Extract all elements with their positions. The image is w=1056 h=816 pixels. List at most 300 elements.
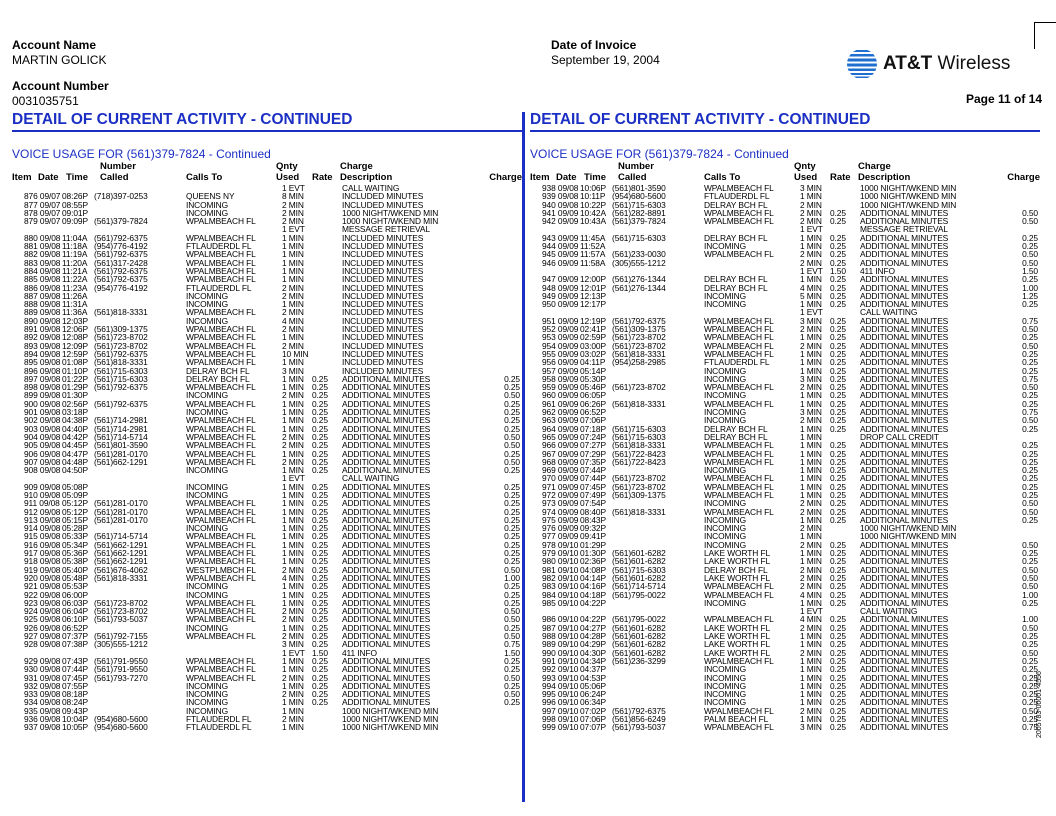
item-date: 991 09/10 bbox=[542, 655, 579, 666]
quantity-used: 2 MIN bbox=[800, 498, 822, 509]
call-time: 05:14P bbox=[580, 365, 606, 376]
item-date: 957 09/09 bbox=[542, 365, 579, 376]
number-called: (561)715-6303 bbox=[612, 199, 666, 210]
calls-to: WPALMBEACH FL bbox=[186, 274, 256, 285]
quantity-used: 1 MIN bbox=[800, 639, 822, 650]
item-date: 890 09/08 bbox=[24, 315, 61, 326]
table-row bbox=[530, 566, 1040, 574]
calls-to: WPALMBEACH FL bbox=[186, 539, 256, 550]
item-date: 971 09/09 bbox=[542, 481, 579, 492]
item-date: 915 09/08 bbox=[24, 531, 61, 542]
charge: 0.25 bbox=[1022, 357, 1038, 368]
corner-mark bbox=[1034, 22, 1056, 49]
table-row bbox=[530, 308, 1040, 316]
item-date: 943 09/09 bbox=[542, 232, 579, 243]
item-date: 897 09/08 bbox=[24, 373, 61, 384]
table-row bbox=[530, 574, 1040, 582]
calls-to: WPALMBEACH FL bbox=[186, 216, 256, 227]
table-row bbox=[12, 682, 522, 690]
call-time: 03:00P bbox=[580, 340, 606, 351]
quantity-used: 1 MIN bbox=[282, 622, 304, 633]
number-called: (561)723-8702 bbox=[612, 340, 666, 351]
calls-to: INCOMING bbox=[704, 689, 747, 700]
table-row bbox=[530, 292, 1040, 300]
quantity-used: 1 EVT bbox=[282, 224, 305, 235]
description: ADDITIONAL MINUTES bbox=[860, 614, 949, 625]
table-row bbox=[530, 499, 1040, 507]
quantity-used: 1 MIN bbox=[282, 539, 304, 550]
item-date: 883 09/08 bbox=[24, 257, 61, 268]
number-called: (561)801-3590 bbox=[612, 183, 666, 193]
number-called: (561)715-6303 bbox=[94, 373, 148, 384]
charge: 0.25 bbox=[1022, 448, 1038, 459]
description: ADDITIONAL MINUTES bbox=[860, 382, 949, 393]
quantity-used: 1 MIN bbox=[800, 689, 822, 700]
calls-to: WPALMBEACH FL bbox=[186, 506, 256, 517]
table-row bbox=[530, 707, 1040, 715]
calls-to: WPALMBEACH FL bbox=[704, 332, 774, 343]
number-called: (561)723-8702 bbox=[612, 473, 666, 484]
item-date: 978 09/10 bbox=[542, 539, 579, 550]
description: 1000 NIGHT/WKEND MIN bbox=[342, 714, 439, 724]
number-called: (561)233-0030 bbox=[612, 249, 666, 260]
charge: 0.25 bbox=[1022, 241, 1038, 252]
item-date: 999 09/10 bbox=[542, 722, 579, 733]
quantity-used: 2 MIN bbox=[282, 282, 304, 293]
rate: 0.25 bbox=[312, 581, 328, 592]
item-date: 935 09/08 bbox=[24, 705, 61, 716]
rate: 0.25 bbox=[830, 299, 846, 310]
account-name: MARTIN GOLICK bbox=[12, 53, 107, 67]
rate: 0.25 bbox=[312, 415, 328, 426]
header-charge: Charge bbox=[489, 172, 522, 183]
call-time: 04:18P bbox=[580, 589, 606, 600]
call-time: 12:17P bbox=[580, 299, 606, 310]
header-description: Description bbox=[340, 172, 393, 183]
item-date: 974 09/09 bbox=[542, 506, 579, 517]
rate: 0.25 bbox=[830, 514, 846, 525]
item-date: 944 09/09 bbox=[542, 241, 579, 252]
number-called: (561)795-0022 bbox=[612, 614, 666, 625]
calls-to: WPALMBEACH FL bbox=[186, 548, 256, 559]
item-date: 962 09/09 bbox=[542, 407, 579, 418]
rate: 0.25 bbox=[830, 440, 846, 451]
rate: 0.25 bbox=[312, 572, 328, 583]
quantity-used: 1 MIN bbox=[282, 597, 304, 608]
call-time: 01:29P bbox=[62, 382, 88, 393]
number-called: (561)715-6303 bbox=[612, 423, 666, 434]
charge: 0.25 bbox=[504, 680, 520, 691]
number-called: (305)555-1212 bbox=[94, 639, 148, 650]
call-time: 06:52P bbox=[580, 407, 606, 418]
item-date: 876 09/07 bbox=[24, 191, 61, 202]
charge: 0.50 bbox=[504, 672, 520, 683]
call-time: 07:29P bbox=[580, 448, 606, 459]
rate: 0.25 bbox=[312, 382, 328, 393]
item-date: 966 09/09 bbox=[542, 440, 579, 451]
calls-to: WPALMBEACH FL bbox=[704, 456, 774, 467]
quantity-used: 1 MIN bbox=[800, 398, 822, 409]
call-time: 07:24P bbox=[580, 431, 606, 442]
description: INCLUDED MINUTES bbox=[342, 274, 424, 285]
header-time: Time bbox=[584, 172, 607, 183]
table-row bbox=[12, 483, 522, 491]
call-time: 08:26P bbox=[62, 191, 88, 202]
call-time: 07:45P bbox=[62, 672, 88, 683]
rate: 0.25 bbox=[312, 672, 328, 683]
item-date: 941 09/09 bbox=[542, 207, 579, 218]
quantity-used: 1 MIN bbox=[282, 274, 304, 285]
number-called: (561)723-8702 bbox=[94, 606, 148, 617]
description: INCLUDED MINUTES bbox=[342, 332, 424, 343]
table-row bbox=[530, 508, 1040, 516]
number-called: (561)281-0170 bbox=[94, 514, 148, 525]
rate: 0.25 bbox=[312, 431, 328, 442]
table-row bbox=[12, 308, 522, 316]
rate: 0.25 bbox=[312, 523, 328, 534]
calls-to: WPALMBEACH FL bbox=[186, 348, 256, 359]
table-row bbox=[12, 591, 522, 599]
call-time: 10:22P bbox=[580, 199, 606, 210]
rate: 0.25 bbox=[312, 481, 328, 492]
description: ADDITIONAL MINUTES bbox=[342, 415, 431, 426]
table-row bbox=[12, 184, 522, 192]
quantity-used: 1 EVT bbox=[282, 183, 305, 193]
item-date: 916 09/08 bbox=[24, 539, 61, 550]
table-row bbox=[530, 541, 1040, 549]
call-time: 05:36P bbox=[62, 548, 88, 559]
charge: 0.50 bbox=[504, 614, 520, 625]
calls-to: WPALMBEACH FL bbox=[704, 506, 774, 517]
item-date: 995 09/10 bbox=[542, 689, 579, 700]
item-date: 881 09/08 bbox=[24, 241, 61, 252]
call-time: 07:44P bbox=[62, 664, 88, 675]
rate: 0.25 bbox=[830, 290, 846, 301]
rate: 0.25 bbox=[830, 597, 846, 608]
item-date: 980 09/10 bbox=[542, 556, 579, 567]
table-row bbox=[12, 333, 522, 341]
call-time: 04:47P bbox=[62, 448, 88, 459]
item-date: 920 09/08 bbox=[24, 572, 61, 583]
calls-to: FTLAUDERDL FL bbox=[186, 714, 252, 724]
item-date: 906 09/08 bbox=[24, 448, 61, 459]
header-qnty: Qnty bbox=[276, 161, 298, 172]
rate: 0.25 bbox=[830, 655, 846, 666]
rate: 0.25 bbox=[312, 514, 328, 525]
charge: 0.50 bbox=[1022, 498, 1038, 509]
call-time: 07:44P bbox=[580, 473, 606, 484]
number-called: (561)662-1291 bbox=[94, 456, 148, 467]
call-time: 05:40P bbox=[62, 564, 88, 575]
table-row bbox=[530, 549, 1040, 557]
description: INCLUDED MINUTES bbox=[342, 348, 424, 359]
quantity-used: 1 MIN bbox=[800, 274, 822, 285]
item-date: 979 09/10 bbox=[542, 548, 579, 559]
charge: 0.75 bbox=[1022, 407, 1038, 418]
description: ADDITIONAL MINUTES bbox=[342, 581, 431, 592]
number-called: (561)236-3299 bbox=[612, 655, 666, 666]
number-called: (561)601-6282 bbox=[612, 548, 666, 559]
item-date: 949 09/09 bbox=[542, 290, 579, 301]
voice-usage-title: VOICE USAGE FOR (561)379-7824 - Continued bbox=[12, 147, 271, 161]
table-row bbox=[530, 367, 1040, 375]
table-row bbox=[12, 715, 522, 723]
quantity-used: 1 MIN bbox=[282, 506, 304, 517]
call-time: 05:30P bbox=[580, 373, 606, 384]
table-row bbox=[12, 242, 522, 250]
quantity-used: 1 MIN bbox=[800, 241, 822, 252]
quantity-used: 1 MIN bbox=[800, 232, 822, 243]
calls-to: LAKE WORTH FL bbox=[704, 639, 771, 650]
call-time: 11:19A bbox=[62, 249, 88, 260]
number-called: (561)792-6375 bbox=[94, 232, 148, 243]
quantity-used: 3 MIN bbox=[800, 373, 822, 384]
calls-to: FTLAUDERDL FL bbox=[186, 282, 252, 293]
charge: 1.50 bbox=[504, 647, 520, 658]
item-date: 900 09/08 bbox=[24, 398, 61, 409]
description: 411 INFO bbox=[860, 265, 895, 276]
charge: 0.25 bbox=[1022, 348, 1038, 359]
description: ADDITIONAL MINUTES bbox=[342, 564, 431, 575]
item-date: 956 09/09 bbox=[542, 357, 579, 368]
header-number: Number bbox=[100, 161, 136, 172]
table-row bbox=[530, 192, 1040, 200]
table-row bbox=[12, 383, 522, 391]
item-date: 919 09/08 bbox=[24, 564, 61, 575]
calls-to: INCOMING bbox=[186, 390, 229, 401]
description: ADDITIONAL MINUTES bbox=[342, 655, 431, 666]
table-row bbox=[12, 209, 522, 217]
table-row bbox=[12, 674, 522, 682]
table-row bbox=[12, 566, 522, 574]
description: ADDITIONAL MINUTES bbox=[860, 581, 949, 592]
call-time: 07:38P bbox=[62, 639, 88, 650]
call-detail-rows-right bbox=[530, 184, 1040, 732]
calls-to: WPALMBEACH FL bbox=[704, 473, 774, 484]
item-date: 908 09/08 bbox=[24, 465, 61, 476]
item-date: 904 09/08 bbox=[24, 431, 61, 442]
description: ADDITIONAL MINUTES bbox=[860, 299, 949, 310]
call-time: 04:14P bbox=[580, 572, 606, 583]
table-row bbox=[12, 433, 522, 441]
description: ADDITIONAL MINUTES bbox=[342, 506, 431, 517]
item-date: 914 09/08 bbox=[24, 523, 61, 534]
calls-to: WPALMBEACH FL bbox=[186, 257, 256, 268]
quantity-used: 1 MIN bbox=[282, 357, 304, 368]
table-row bbox=[530, 234, 1040, 242]
calls-to: WPALMBEACH FL bbox=[704, 340, 774, 351]
table-row bbox=[530, 466, 1040, 474]
quantity-used: 1 MIN bbox=[282, 249, 304, 260]
calls-to: WPALMBEACH FL bbox=[186, 440, 256, 451]
description: ADDITIONAL MINUTES bbox=[342, 606, 431, 617]
charge: 0.50 bbox=[504, 456, 520, 467]
call-time: 12:08P bbox=[62, 332, 88, 343]
item-date: 998 09/10 bbox=[542, 714, 579, 724]
call-time: 07:27P bbox=[580, 440, 606, 451]
number-called: (561)792-7155 bbox=[94, 631, 148, 642]
description: ADDITIONAL MINUTES bbox=[342, 689, 431, 700]
call-time: 05:12P bbox=[62, 498, 88, 509]
calls-to: WPALMBEACH FL bbox=[186, 357, 256, 368]
charge: 1.00 bbox=[1022, 589, 1038, 600]
description: ADDITIONAL MINUTES bbox=[342, 498, 431, 509]
item-date: 896 09/08 bbox=[24, 365, 61, 376]
table-row bbox=[530, 375, 1040, 383]
table-row bbox=[530, 217, 1040, 225]
number-called: (561)601-6282 bbox=[612, 647, 666, 658]
table-row bbox=[12, 707, 522, 715]
call-time: 07:49P bbox=[580, 489, 606, 500]
call-time: 07:44P bbox=[580, 465, 606, 476]
table-row bbox=[12, 408, 522, 416]
table-row bbox=[530, 532, 1040, 540]
description: ADDITIONAL MINUTES bbox=[860, 398, 949, 409]
charge: 1.50 bbox=[1022, 265, 1038, 276]
call-time: 10:42A bbox=[580, 207, 606, 218]
charge: 0.25 bbox=[504, 581, 520, 592]
charge: 0.50 bbox=[504, 606, 520, 617]
call-time: 09:41P bbox=[580, 531, 606, 542]
quantity-used: 2 MIN bbox=[800, 523, 822, 534]
quantity-used: 3 MIN bbox=[800, 407, 822, 418]
quantity-used: 1 MIN bbox=[800, 531, 822, 542]
rate: 0.25 bbox=[312, 639, 328, 650]
description: ADDITIONAL MINUTES bbox=[860, 498, 949, 509]
calls-to: LAKE WORTH FL bbox=[704, 647, 771, 658]
table-row bbox=[530, 383, 1040, 391]
item-date: 922 09/08 bbox=[24, 589, 61, 600]
item-date: 992 09/10 bbox=[542, 664, 579, 675]
table-row bbox=[530, 632, 1040, 640]
description: ADDITIONAL MINUTES bbox=[860, 622, 949, 633]
rate: 0.25 bbox=[830, 622, 846, 633]
calls-to: FTLAUDERDL FL bbox=[186, 722, 252, 733]
item-date: 929 09/08 bbox=[24, 655, 61, 666]
number-called: (954)776-4192 bbox=[94, 282, 148, 293]
rate: 0.25 bbox=[830, 680, 846, 691]
header-date: Date bbox=[38, 172, 59, 183]
description: ADDITIONAL MINUTES bbox=[860, 415, 949, 426]
rate: 0.25 bbox=[830, 249, 846, 260]
call-time: 03:18P bbox=[62, 407, 88, 418]
rate: 0.25 bbox=[312, 655, 328, 666]
number-called: (954)776-4192 bbox=[94, 241, 148, 252]
quantity-used: 1 MIN bbox=[282, 382, 304, 393]
call-time: 05:08P bbox=[62, 481, 88, 492]
call-time: 09:09P bbox=[62, 216, 88, 227]
table-row bbox=[12, 259, 522, 267]
item-date: 964 09/09 bbox=[542, 423, 579, 434]
charge: 0.50 bbox=[1022, 340, 1038, 351]
calls-to: WPALMBEACH FL bbox=[186, 232, 256, 243]
item-date: 911 09/08 bbox=[24, 498, 60, 509]
call-time: 09:01P bbox=[62, 207, 88, 218]
description: INCLUDED MINUTES bbox=[342, 282, 424, 293]
calls-to: DELRAY BCH FL bbox=[704, 564, 768, 575]
number-called: (561)856-6249 bbox=[612, 714, 666, 724]
table-row bbox=[530, 333, 1040, 341]
quantity-used: 2 MIN bbox=[800, 415, 822, 426]
quantity-used: 3 MIN bbox=[800, 183, 822, 193]
invoice-date: September 19, 2004 bbox=[551, 53, 660, 67]
call-time: 02:36P bbox=[580, 556, 606, 567]
quantity-used: 1 MIN bbox=[800, 697, 822, 708]
description: ADDITIONAL MINUTES bbox=[342, 465, 431, 476]
description: ADDITIONAL MINUTES bbox=[342, 407, 431, 418]
table-row bbox=[12, 474, 522, 482]
rate: 0.25 bbox=[830, 216, 846, 227]
quantity-used: 2 MIN bbox=[282, 431, 304, 442]
number-called: (561)281-0170 bbox=[94, 498, 148, 509]
rate: 0.25 bbox=[312, 614, 328, 625]
table-row bbox=[12, 425, 522, 433]
description: ADDITIONAL MINUTES bbox=[860, 456, 949, 467]
quantity-used: 1 MIN bbox=[800, 456, 822, 467]
charge: 0.25 bbox=[1022, 548, 1038, 559]
quantity-used: 1 MIN bbox=[800, 390, 822, 401]
item-date: 958 09/09 bbox=[542, 373, 579, 384]
quantity-used: 1 MIN bbox=[282, 448, 304, 459]
number-called: (561)792-6375 bbox=[94, 274, 148, 285]
call-time: 12:03P bbox=[62, 315, 88, 326]
call-time: 01:29P bbox=[580, 539, 606, 550]
description: ADDITIONAL MINUTES bbox=[860, 589, 949, 600]
rate: 0.25 bbox=[830, 456, 846, 467]
call-time: 10:05P bbox=[62, 722, 88, 733]
item-date: 880 09/08 bbox=[24, 232, 61, 243]
call-time: 11:36A bbox=[62, 307, 88, 318]
item-date: 953 09/09 bbox=[542, 332, 579, 343]
charge: 0.50 bbox=[504, 390, 520, 401]
description: ADDITIONAL MINUTES bbox=[342, 672, 431, 683]
call-time: 04:53P bbox=[580, 672, 606, 683]
table-row bbox=[12, 400, 522, 408]
section-title: DETAIL OF CURRENT ACTIVITY - CONTINUED bbox=[12, 110, 522, 132]
call-time: 04:48P bbox=[62, 456, 88, 467]
number-called: (561)792-6375 bbox=[94, 398, 148, 409]
number-called: (561)309-1375 bbox=[612, 489, 666, 500]
header-used: Used bbox=[794, 172, 818, 183]
charge: 0.25 bbox=[504, 556, 520, 567]
item-date: 948 09/09 bbox=[542, 282, 579, 293]
description: ADDITIONAL MINUTES bbox=[860, 697, 949, 708]
item-date: 996 09/10 bbox=[542, 697, 579, 708]
number-called: (561)792-6375 bbox=[612, 315, 666, 326]
charge: 0.25 bbox=[504, 407, 520, 418]
item-date: 886 09/08 bbox=[24, 282, 61, 293]
charge: 0.25 bbox=[1022, 274, 1038, 285]
quantity-used: 1 MIN bbox=[282, 332, 304, 343]
quantity-used: 1 MIN bbox=[282, 265, 304, 276]
table-row bbox=[12, 458, 522, 466]
description: ADDITIONAL MINUTES bbox=[342, 456, 431, 467]
quantity-used: 2 MIN bbox=[282, 207, 304, 218]
call-time: 05:28P bbox=[62, 523, 88, 534]
table-row bbox=[12, 549, 522, 557]
number-called: (561)722-8423 bbox=[612, 456, 666, 467]
charge: 0.50 bbox=[1022, 581, 1038, 592]
description: ADDITIONAL MINUTES bbox=[860, 689, 949, 700]
rate: 0.25 bbox=[830, 489, 846, 500]
quantity-used: 2 MIN bbox=[282, 199, 304, 210]
quantity-used: 2 MIN bbox=[800, 506, 822, 517]
number-called: (954)680-5600 bbox=[94, 722, 148, 733]
quantity-used: 2 MIN bbox=[800, 257, 822, 268]
charge: 0.25 bbox=[1022, 697, 1038, 708]
calls-to: INCOMING bbox=[704, 697, 747, 708]
number-called: (561)723-8702 bbox=[94, 332, 148, 343]
